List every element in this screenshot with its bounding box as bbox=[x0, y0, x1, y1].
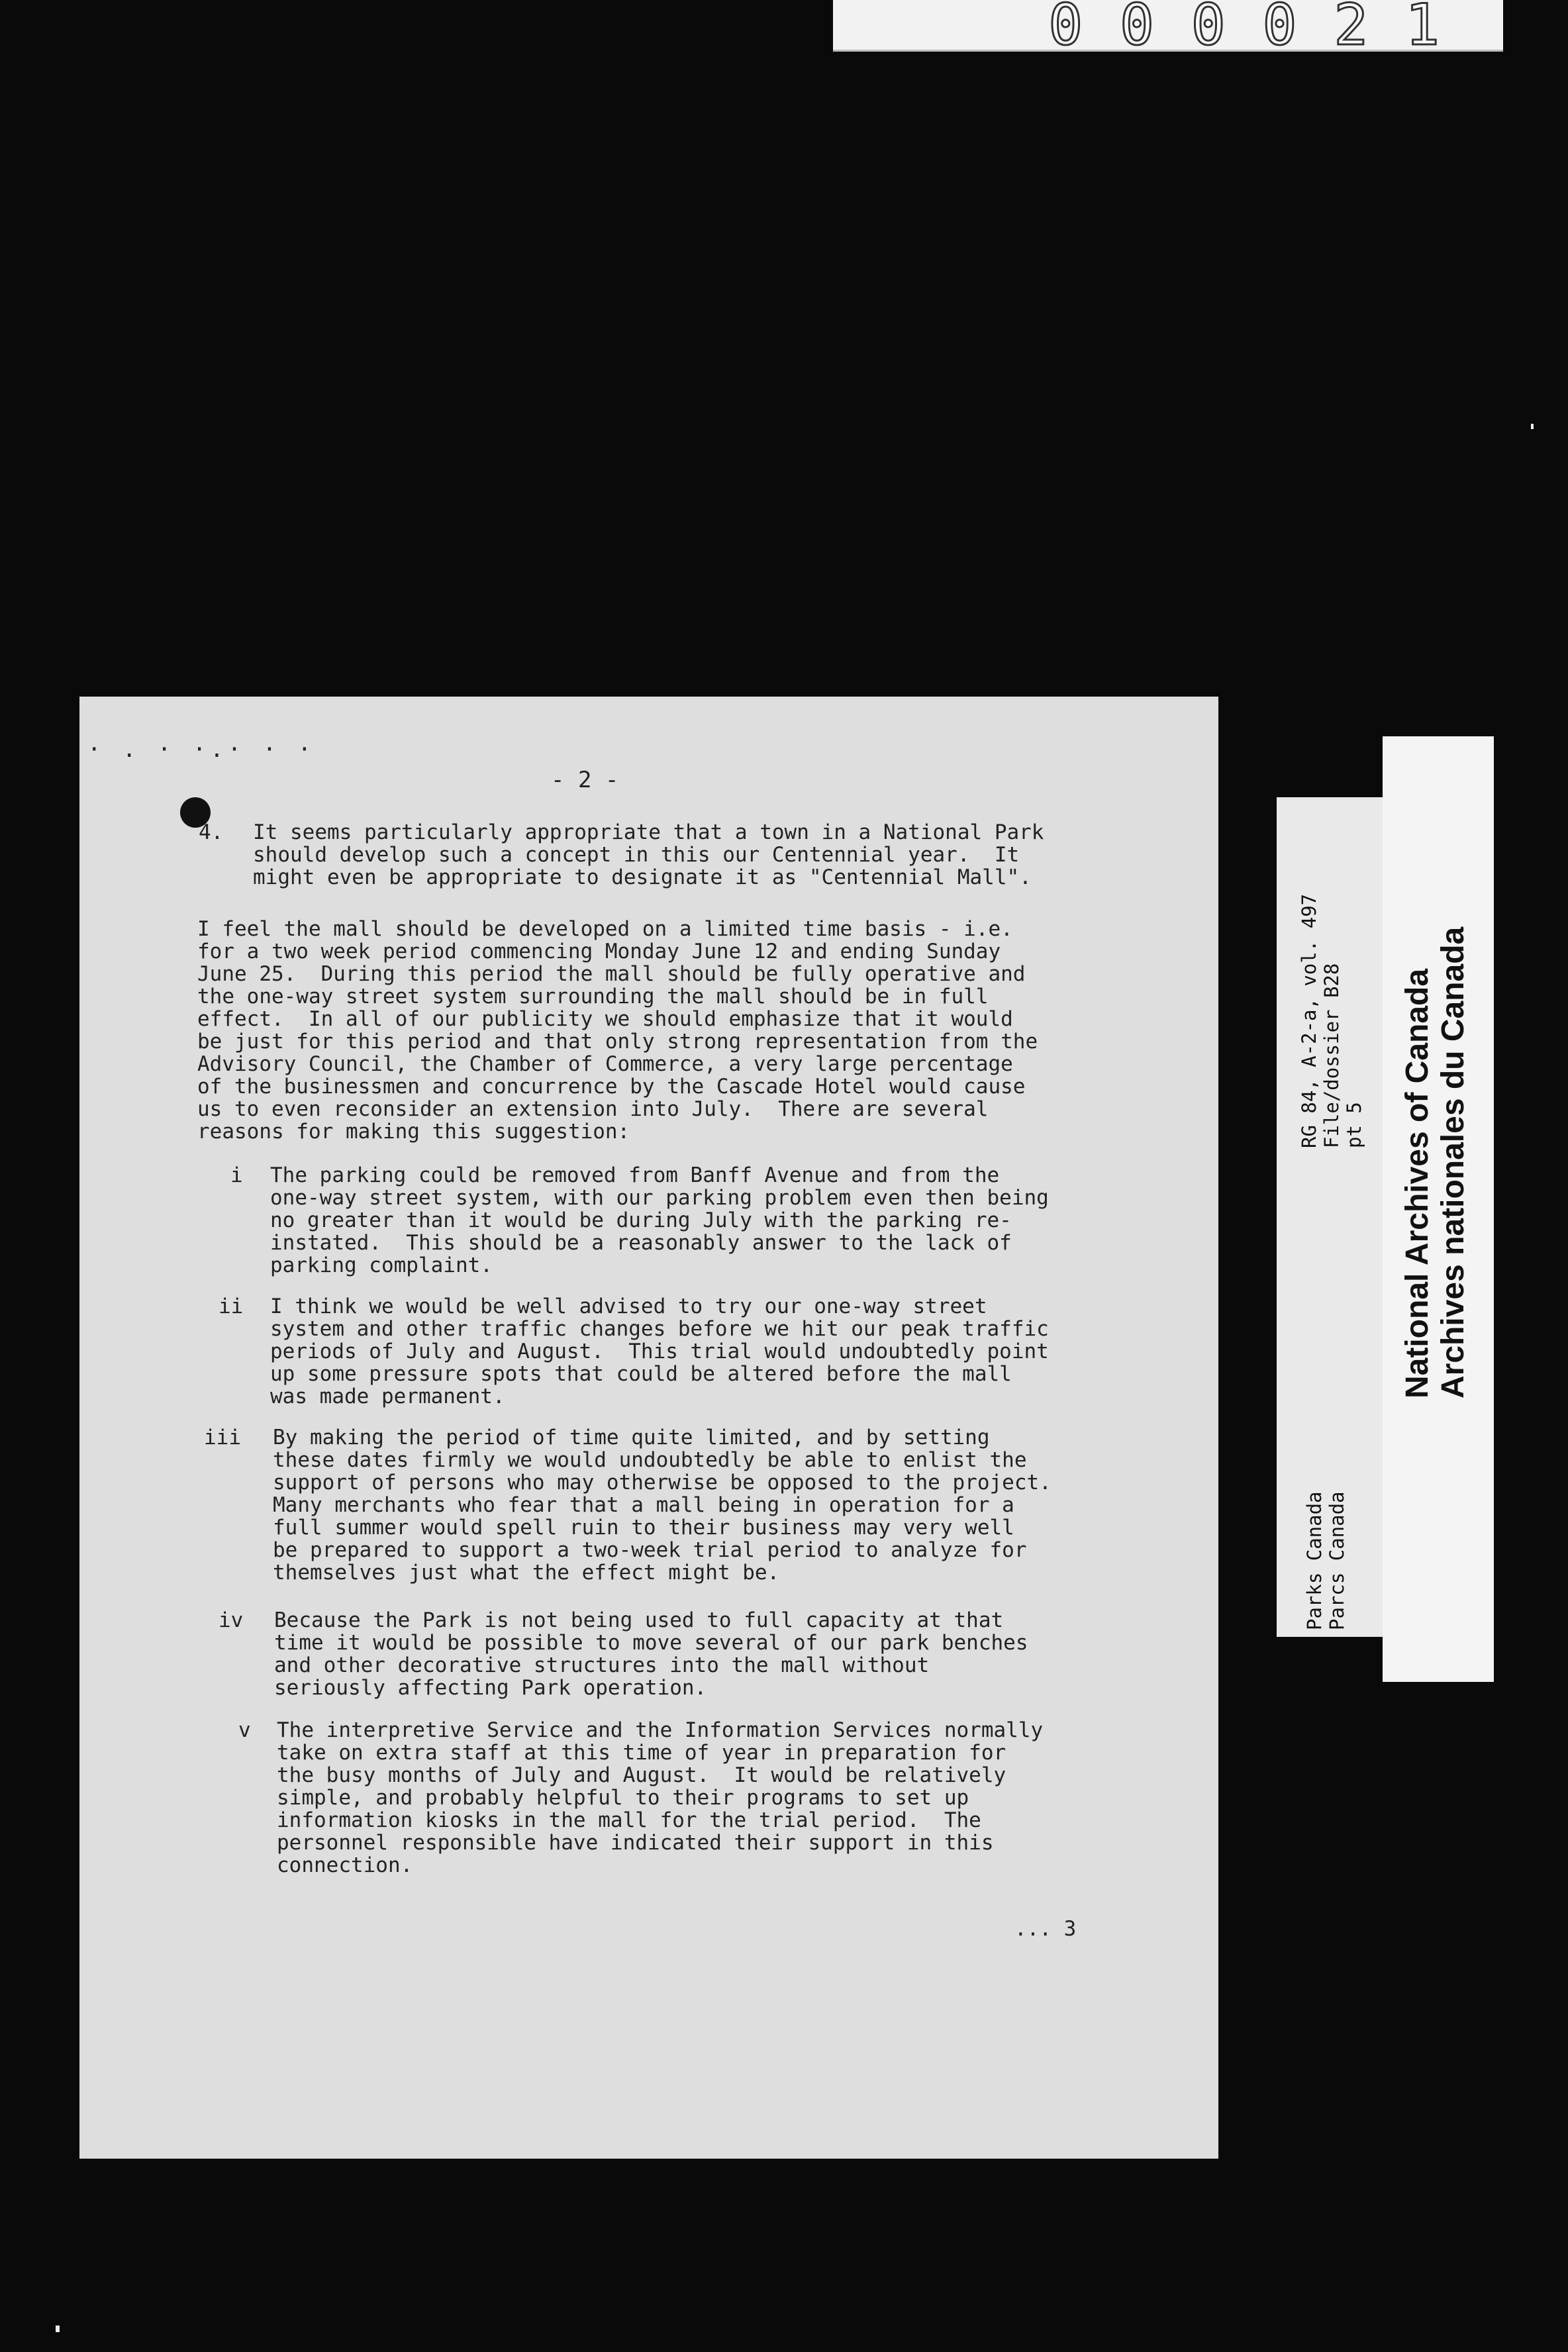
archive-institution-label bbox=[1383, 736, 1494, 1682]
body-line: reasons for making this suggestion: bbox=[197, 1120, 630, 1144]
reason-v-marker: v bbox=[238, 1718, 251, 1742]
reason-v-line: personnel responsible have indicated their support in this bbox=[277, 1831, 994, 1855]
reason-iv-line: and other decorative structures into the mall without bbox=[274, 1653, 930, 1677]
reason-v-line: the busy months of July and August. It would be relatively bbox=[277, 1763, 1006, 1787]
archive-reference-label bbox=[1277, 797, 1395, 1637]
reason-iv-line: time it would be possible to move several of our park benches bbox=[274, 1631, 1028, 1655]
item-4-line: should develop such a concept in this our Centennial year. It bbox=[253, 843, 1020, 867]
reason-iv-line: seriously affecting Park operation. bbox=[274, 1676, 707, 1700]
film-speck bbox=[1531, 424, 1534, 429]
reason-i-line: one-way street system, with our parking problem even then being bbox=[270, 1186, 1049, 1210]
reason-iii-line: these dates firmly we would undoubtedly be able to enlist the bbox=[273, 1448, 1027, 1472]
reason-v-line: simple, and probably helpful to their programs to set up bbox=[277, 1786, 969, 1810]
reason-i-line: instated. This should be a reasonably answer to the lack of bbox=[270, 1231, 1012, 1255]
letter-page bbox=[79, 697, 1218, 2159]
reason-v-line: information kiosks in the mall for the trial period. The bbox=[277, 1808, 981, 1832]
reason-ii-line: system and other traffic changes before we hit our peak traffic bbox=[270, 1317, 1049, 1341]
reason-iii-marker: iii bbox=[204, 1426, 241, 1449]
reason-i-line: The parking could be removed from Banff Avenue and from the bbox=[270, 1163, 1000, 1187]
frame-number: 000021 bbox=[1048, 0, 1477, 58]
page-specks: · . · ·.· · · bbox=[87, 736, 316, 763]
page-marker: - 2 - bbox=[551, 767, 619, 793]
body-line: of the businessmen and concurrence by the Cascade Hotel would cause bbox=[197, 1075, 1026, 1099]
reason-iii-line: Many merchants who fear that a mall being in operation for a bbox=[273, 1493, 1014, 1517]
reason-iii-line: themselves just what the effect might be. bbox=[273, 1561, 780, 1585]
continuation-marker: ... 3 bbox=[1014, 1917, 1077, 1941]
body-line: Advisory Council, the Chamber of Commerce, a very large percentage bbox=[197, 1052, 1013, 1076]
reason-iii-line: full summer would spell ruin to their business may very well bbox=[273, 1516, 1014, 1540]
body-line: the one-way street system surrounding the mall should be in full bbox=[197, 985, 989, 1008]
archive-reference: RG 84, A-2-a, vol. 497 File/dossier B28 pt 5 bbox=[1298, 893, 1365, 1148]
reason-iv-line: Because the Park is not being used to full capacity at that bbox=[274, 1608, 1004, 1632]
reason-v-line: connection. bbox=[277, 1853, 413, 1877]
body-line: I feel the mall should be developed on a limited time basis - i.e. bbox=[197, 917, 1013, 941]
reason-ii-line: was made permanent. bbox=[270, 1385, 505, 1408]
reason-i-line: parking complaint. bbox=[270, 1253, 493, 1277]
reason-ii-line: up some pressure spots that could be altered before the mall bbox=[270, 1362, 1012, 1386]
reason-iii-line: support of persons who may otherwise be opposed to the project. bbox=[273, 1471, 1052, 1494]
reason-iii-line: By making the period of time quite limited, and by setting bbox=[273, 1426, 990, 1449]
item-4-marker: 4. bbox=[199, 820, 224, 844]
item-4-line: might even be appropriate to designate it as "Centennial Mall". bbox=[253, 865, 1032, 889]
reason-ii-marker: ii bbox=[219, 1295, 244, 1318]
reason-i-marker: i bbox=[230, 1163, 243, 1187]
body-line: for a two week period commencing Monday June 12 and ending Sunday bbox=[197, 940, 1001, 963]
reason-iii-line: be prepared to support a two-week trial period to analyze for bbox=[273, 1538, 1027, 1562]
item-4-line: It seems particularly appropriate that a town in a National Park bbox=[253, 820, 1044, 844]
body-line: June 25. During this period the mall should be fully operative and bbox=[197, 962, 1026, 986]
body-line: be just for this period and that only strong representation from the bbox=[197, 1030, 1038, 1054]
reason-ii-line: periods of July and August. This trial would undoubtedly point bbox=[270, 1340, 1049, 1363]
frame-number-strip bbox=[833, 0, 1503, 58]
institution-name: National Archives of Canada Archives nationales du Canada bbox=[1400, 926, 1471, 1398]
reason-i-line: no greater than it would be during July with the parking re- bbox=[270, 1208, 1012, 1232]
reason-ii-line: I think we would be well advised to try our one-way street bbox=[270, 1295, 987, 1318]
reason-v-line: The interpretive Service and the Information Services normally bbox=[277, 1718, 1044, 1742]
reason-iv-marker: iv bbox=[219, 1608, 244, 1632]
body-line: us to even reconsider an extension into July. There are several bbox=[197, 1097, 989, 1121]
film-speck bbox=[56, 2326, 60, 2332]
department-name: Parks Canada Parcs Canada bbox=[1303, 1491, 1348, 1630]
reason-v-line: take on extra staff at this time of year in preparation for bbox=[277, 1741, 1006, 1765]
body-line: effect. In all of our publicity we should emphasize that it would bbox=[197, 1007, 1013, 1031]
